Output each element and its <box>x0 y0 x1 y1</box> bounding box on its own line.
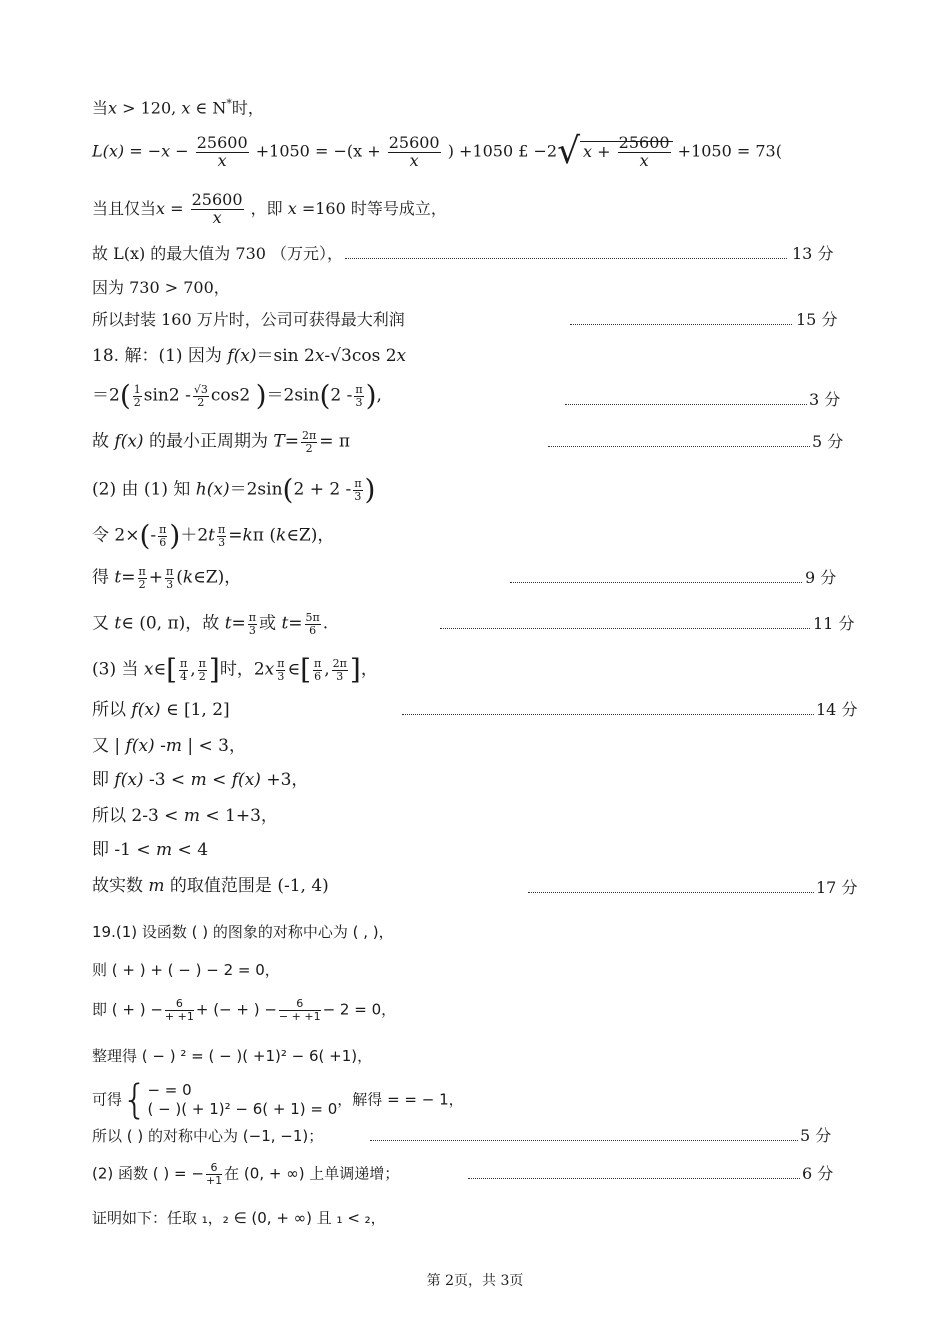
line-19: 即 -1 < m < 4 <box>92 840 209 860</box>
fraction: $\frac{\pi}{3}$ <box>218 522 226 549</box>
dot-leader <box>468 1178 800 1179</box>
line-27: (2) 函数 ( ) = − $\frac{6}{+1}$ 在 (0, + ∞) 上单调递增； <box>92 1161 400 1187</box>
score-label: 15 分 <box>796 310 838 329</box>
fraction: $\frac{2\pi}{3}$ <box>332 656 347 683</box>
line-2: L(x) = −x − $\frac{25600}{x}$ +1050 = −(x + $\frac{25600}{x}$ ) +1050 £ −2√ x + $\frac{25600}{x}$ +1050 = 73( <box>92 131 782 172</box>
score-label: 11 分 <box>813 614 855 633</box>
line-17: 即 f(x) -3 < m < f(x) +3， <box>92 770 309 790</box>
line-12: 得 t= $\frac{\pi}{2}$ + $\frac{\pi}{3}$ (k∈Z)， <box>92 565 242 591</box>
score-label: 5 分 <box>800 1126 832 1145</box>
score-label: 5 分 <box>812 432 844 451</box>
fraction: $\frac{\pi}{3}$ <box>354 476 362 503</box>
fraction: $\frac{25600}{x}$ <box>191 190 243 227</box>
score-label: 6 分 <box>802 1164 834 1183</box>
fraction: $\frac{6}{+1}$ <box>205 1161 223 1187</box>
dot-leader <box>548 446 810 447</box>
fraction: $\frac{\pi}{3}$ <box>277 656 285 683</box>
dot-leader <box>402 714 814 715</box>
line-23: 即 ( + ) − $\frac{6}{+ +1}$ + (− + ) − $\frac{6}{- + +1}$ − 2 = 0， <box>92 997 397 1023</box>
fraction: $\frac{\pi}{2}$ <box>138 565 146 591</box>
fraction: $\frac{6}{+ +1}$ <box>164 997 194 1023</box>
fraction: $\frac{5\pi}{6}$ <box>305 611 320 637</box>
line-10: (2) 由 (1) 知 h(x)＝2sin(2 + 2 - $\frac{\pi}{3}$ ) <box>92 473 376 506</box>
line-18: 所以 2-3 < m < 1+3， <box>92 806 278 826</box>
score-label: 3 分 <box>809 390 841 409</box>
equation-system: − = 0 ( − )( + 1)² − 6( + 1) = 0 <box>147 1081 338 1118</box>
line-20: 故实数 m 的取值范围是 (-1, 4) <box>92 876 329 896</box>
sqrt-body: x + $\frac{25600}{x}$ <box>580 141 673 161</box>
score-label: 17 分 <box>816 878 858 897</box>
page-footer: 第 2页，共 3页 <box>426 1273 524 1289</box>
line-25: 可得{ − = 0 ( − )( + 1)² − 6( + 1) = 0 ，解得 = = − 1， <box>92 1077 464 1123</box>
dot-leader <box>345 258 787 259</box>
sqrt-sign: √ <box>557 131 581 172</box>
line-16: 又 | f(x) -m | < 3， <box>92 736 246 756</box>
fraction: $\frac{\pi}{6}$ <box>159 522 167 549</box>
fraction: $\frac{\pi}{6}$ <box>314 656 322 683</box>
line-15: 所以 f(x) ∈ [1, 2] <box>92 700 230 720</box>
fraction: $\frac{\pi}{2}$ <box>198 656 206 683</box>
fraction: $\frac{\pi}{4}$ <box>180 656 188 683</box>
fraction: $\frac{25600}{x}$ <box>618 132 670 170</box>
line-28: 证明如下：任取 ₁，₂ ∈ (0, + ∞) 且 ₁ < ₂， <box>92 1209 386 1227</box>
line-8: ＝2( $\frac{1}{2}$ sin2 - $\frac{√3}{2}$ cos2 )＝2sin(2 - $\frac{\pi}{3}$ ), <box>92 379 382 412</box>
line-6: 所以封装 160 万片时，公司可获得最大利润 <box>92 310 405 329</box>
line-11: 令 2×(- $\frac{\pi}{6}$ )＋2t $\frac{\pi}{3}$ =kπ (k∈Z)， <box>92 519 335 552</box>
line-5: 因为 730 > 700， <box>92 278 230 297</box>
fraction: $\frac{25600}{x}$ <box>196 132 248 170</box>
line-24: 整理得 ( − ) ² = ( − )( +1)² − 6( +1)， <box>92 1047 373 1065</box>
line-14: (3) 当 x∈[ $\frac{\pi}{4}$ , $\frac{\pi}{2}$ ]时，2x $\frac{\pi}{3}$ ∈[ $\frac{\pi}{6}$ , $\frac{2\pi}{3}$ ]， <box>92 653 378 686</box>
fraction: $\frac{\pi}{3}$ <box>248 611 257 637</box>
fraction: $\frac{6}{- + +1}$ <box>278 997 321 1023</box>
line-21: 19.(1) 设函数 ( ) 的图象的对称中心为 ( , )， <box>92 923 394 941</box>
line-22: 则 ( + ) + ( − ) − 2 = 0， <box>92 961 280 979</box>
score-label: 9 分 <box>805 568 837 587</box>
fraction: $\frac{1}{2}$ <box>133 382 141 409</box>
line-1: 当x > 120, x ∈ N*时， <box>92 97 264 118</box>
fraction: $\frac{√3}{2}$ <box>193 382 208 409</box>
line-13: 又 t∈ (0, π)，故 t= $\frac{\pi}{3}$ 或 t= $\frac{5\pi}{6}$ . <box>92 611 329 637</box>
score-label: 14 分 <box>816 700 858 719</box>
dot-leader <box>370 1140 798 1141</box>
line-9: 故 f(x) 的最小正周期为 T= $\frac{2\pi}{2}$ = π <box>92 429 351 455</box>
dot-leader <box>565 404 807 405</box>
fraction: $\frac{2\pi}{2}$ <box>301 429 317 455</box>
dot-leader <box>570 324 792 325</box>
dot-leader <box>440 628 810 629</box>
score-label: 13 分 <box>792 244 834 263</box>
line-3: 当且仅当x = $\frac{25600}{x}$ ，即 x =160 时等号成立， <box>92 190 447 227</box>
line-4: 故 L(x) 的最大值为 730 （万元）， <box>92 244 344 263</box>
fraction: $\frac{\pi}{3}$ <box>165 565 174 591</box>
fraction: $\frac{\pi}{3}$ <box>355 382 363 409</box>
line-26: 所以 ( ) 的对称中心为 (−1, −1)； <box>92 1127 324 1145</box>
brace: { <box>122 1077 148 1123</box>
line-7: 18. 解：(1) 因为 f(x)＝sin 2x-√3cos 2x <box>92 346 407 366</box>
fraction: $\frac{25600}{x}$ <box>388 132 440 170</box>
dot-leader <box>510 582 802 583</box>
dot-leader <box>528 892 814 893</box>
